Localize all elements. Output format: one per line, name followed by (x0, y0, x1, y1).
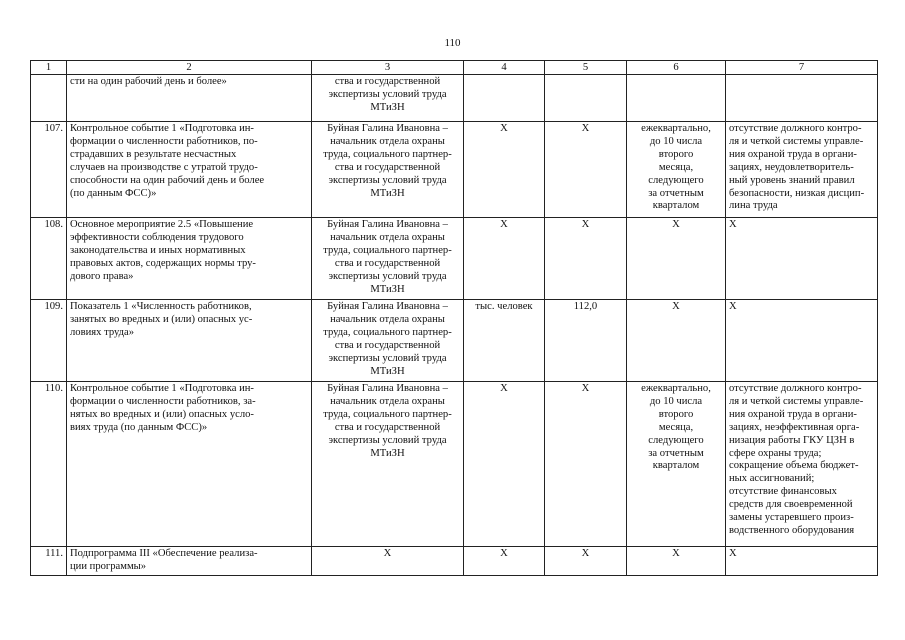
risks-cell: Х (726, 547, 878, 576)
row-number-cell: 108. (31, 218, 67, 300)
activity-name-cell: Подпрограмма III «Обеспечение реализа- ции программы» (67, 547, 312, 576)
responsible-person-cell: Буйная Галина Ивановна – начальник отдела охраны труда, социального партнер- ства и государственной экспертизы условий труда МТиЗН (312, 300, 464, 382)
unit-of-measure-cell: Х (464, 547, 545, 576)
risks-cell: отсутствие должного контро- ля и четкой системы управле- ния охраной труда в органи- зациях, неудовлетворитель- ный уровень знаний правил безопасности, низкая дисцип- лина труда (726, 122, 878, 218)
row-number-cell: 109. (31, 300, 67, 382)
row-number-cell (31, 75, 67, 122)
table-row (31, 382, 878, 547)
deadline-cell: Х (627, 218, 726, 300)
column-header: 3 (312, 61, 464, 75)
target-value-cell: Х (545, 547, 627, 576)
row-number-cell: 107. (31, 122, 67, 218)
unit-of-measure-cell: Х (464, 122, 545, 218)
risks-cell: отсутствие должного контро- ля и четкой системы управле- ния охраной труда в органи- зациях, неэффективная орга- низация работы ГКУ ЦЗН в сфере охраны труда; сокращение объема бюджет- ных ассигнований; отсутствие финансовых средств для своевременной замены устаревшего произ- водственного оборудования (726, 382, 878, 547)
program-plan-table (30, 60, 878, 576)
row-number-cell: 111. (31, 547, 67, 576)
responsible-person-cell: ства и государственной экспертизы условий труда МТиЗН (312, 75, 464, 122)
column-number-row (31, 61, 878, 75)
deadline-cell: ежеквартально, до 10 числа второго месяца, следующего за отчетным кварталом (627, 382, 726, 547)
page-number: 110 (444, 37, 461, 49)
risks-cell: Х (726, 300, 878, 382)
unit-of-measure-cell (464, 75, 545, 122)
deadline-cell: Х (627, 547, 726, 576)
activity-name-cell: Показатель 1 «Численность работников, занятых во вредных и (или) опасных ус- ловиях труда» (67, 300, 312, 382)
deadline-cell: Х (627, 300, 726, 382)
column-header: 6 (627, 61, 726, 75)
target-value-cell: 112,0 (545, 300, 627, 382)
deadline-cell: ежеквартально, до 10 числа второго месяца, следующего за отчетным кварталом (627, 122, 726, 218)
risks-cell: Х (726, 218, 878, 300)
row-number-cell: 110. (31, 382, 67, 547)
column-header: 2 (67, 61, 312, 75)
unit-of-measure-cell: Х (464, 382, 545, 547)
activity-name-cell: Контрольное событие 1 «Подготовка ин- формации о численности работников, за- нятых во вредных и (или) опасных усло- виях труда (по данным ФСС)» (67, 382, 312, 547)
table-row (31, 547, 878, 576)
table-row (31, 300, 878, 382)
responsible-person-cell: Буйная Галина Ивановна – начальник отдела охраны труда, социального партнер- ства и государственной экспертизы условий труда МТиЗН (312, 382, 464, 547)
unit-of-measure-cell: Х (464, 218, 545, 300)
target-value-cell: Х (545, 218, 627, 300)
target-value-cell (545, 75, 627, 122)
activity-name-cell: сти на один рабочий день и более» (67, 75, 312, 122)
deadline-cell (627, 75, 726, 122)
responsible-person-cell: Буйная Галина Ивановна – начальник отдела охраны труда, социального партнер- ства и государственной экспертизы условий труда МТиЗН (312, 122, 464, 218)
activity-name-cell: Основное мероприятие 2.5 «Повышение эффективности соблюдения трудового законодательства и иных нормативных правовых актов, содержащих нормы тру- дового права» (67, 218, 312, 300)
column-header: 4 (464, 61, 545, 75)
table-row (31, 75, 878, 122)
activity-name-cell: Контрольное событие 1 «Подготовка ин- формации о численности работников, по- страдавших в результате несчастных случаев на производстве с утратой трудо- способности на один рабочий день и более (по данным ФСС)» (67, 122, 312, 218)
responsible-person-cell: Х (312, 547, 464, 576)
target-value-cell: Х (545, 382, 627, 547)
table-row (31, 218, 878, 300)
column-header: 5 (545, 61, 627, 75)
unit-of-measure-cell: тыс. человек (464, 300, 545, 382)
responsible-person-cell: Буйная Галина Ивановна – начальник отдела охраны труда, социального партнер- ства и государственной экспертизы условий труда МТиЗН (312, 218, 464, 300)
risks-cell (726, 75, 878, 122)
column-header: 1 (31, 61, 67, 75)
table-row (31, 122, 878, 218)
column-header: 7 (726, 61, 878, 75)
target-value-cell: Х (545, 122, 627, 218)
